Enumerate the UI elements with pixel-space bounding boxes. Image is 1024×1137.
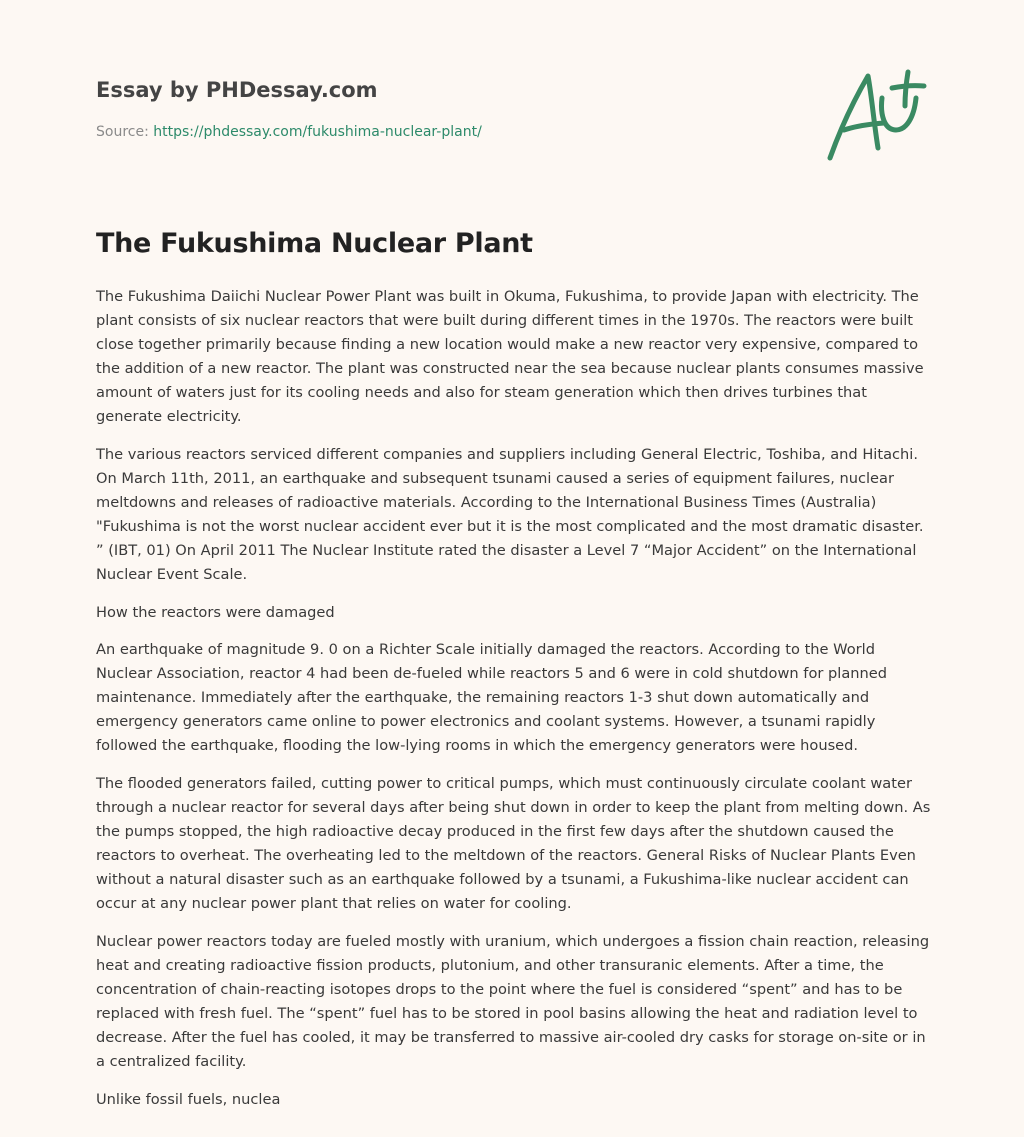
paragraph-truncated: Unlike fossil fuels, nuclea <box>96 1091 281 1108</box>
source-line <box>96 123 696 141</box>
essay-header <box>96 76 696 141</box>
source-label: Source: <box>96 124 154 140</box>
section-heading: How the reactors were damaged <box>96 604 335 621</box>
paragraph: The Fukushima Daiichi Nuclear Power Plant was built in Okuma, Fukushima, to provide Japan with electricity. The plant consists of six nuclear reactors that were built during different times in the 1970s. The reactors were built close together primarily because finding a new location would make a new reactor very expensive, compared to the addition of a new reactor. The plant was constructed near the sea because nuclear plants consumes massive amount of waters just for its cooling needs and also for steam generation which then drives turbines that generate electricity. <box>96 288 924 425</box>
a-plus-logo-icon <box>822 64 932 168</box>
paragraph: Nuclear power reactors today are fueled mostly with uranium, which undergoes a fission chain reaction, releasing heat and creating radioactive fission products, plutonium, and other transuranic elements. After a time, the concentration of chain-reacting isotopes drops to the point where the fuel is considered “spent” and has to be replaced with fresh fuel. The “spent” fuel has to be stored in pool basins allowing the heat and radiation level to decrease. After the fuel has cooled, it may be transferred to massive air-cooled dry casks for storage on-site or in a centralized facility. <box>96 933 930 1070</box>
source-link[interactable]: https://phdessay.com/fukushima-nuclear-plant/ <box>153 124 482 140</box>
essay-body <box>96 285 932 1126</box>
paragraph: The various reactors serviced different companies and suppliers including General Electric, Toshiba, and Hitachi. On March 11th, 2011, an earthquake and subsequent tsunami caused a series of equipment failures, nuclear meltdowns and releases of radioactive materials. According to the International Business Times (Australia) "Fukushima is not the worst nuclear accident ever but it is the most complicated and the most dramatic disaster. ” (IBT, 01) On April 2011 The Nuclear Institute rated the disaster a Level 7 “Major Accident” on the International Nuclear Event Scale. <box>96 446 924 583</box>
site-brand: Essay by PHDessay.com <box>96 78 378 102</box>
paragraph: An earthquake of magnitude 9. 0 on a Richter Scale initially damaged the reactors. According to the World Nuclear Association, reactor 4 had been de-fueled while reactors 5 and 6 were in cold shutdown for planned maintenance. Immediately after the earthquake, the remaining reactors 1-3 shut down automatically and emergency generators came online to power electronics and coolant systems. However, a tsunami rapidly followed the earthquake, flooding the low-lying rooms in which the emergency generators were housed. <box>96 641 888 754</box>
paragraph: The flooded generators failed, cutting power to critical pumps, which must continuously circulate coolant water through a nuclear reactor for several days after being shut down in order to keep the plant from melting down. As the pumps stopped, the high radioactive decay produced in the first few days after the shutdown caused the reactors to overheat. The overheating led to the meltdown of the reactors. General Risks of Nuclear Plants Even without a natural disaster such as an earthquake followed by a tsunami, a Fukushima-like nuclear accident can occur at any nuclear power plant that relies on water for cooling. <box>96 775 931 912</box>
essay-title: The Fukushima Nuclear Plant <box>96 228 533 259</box>
